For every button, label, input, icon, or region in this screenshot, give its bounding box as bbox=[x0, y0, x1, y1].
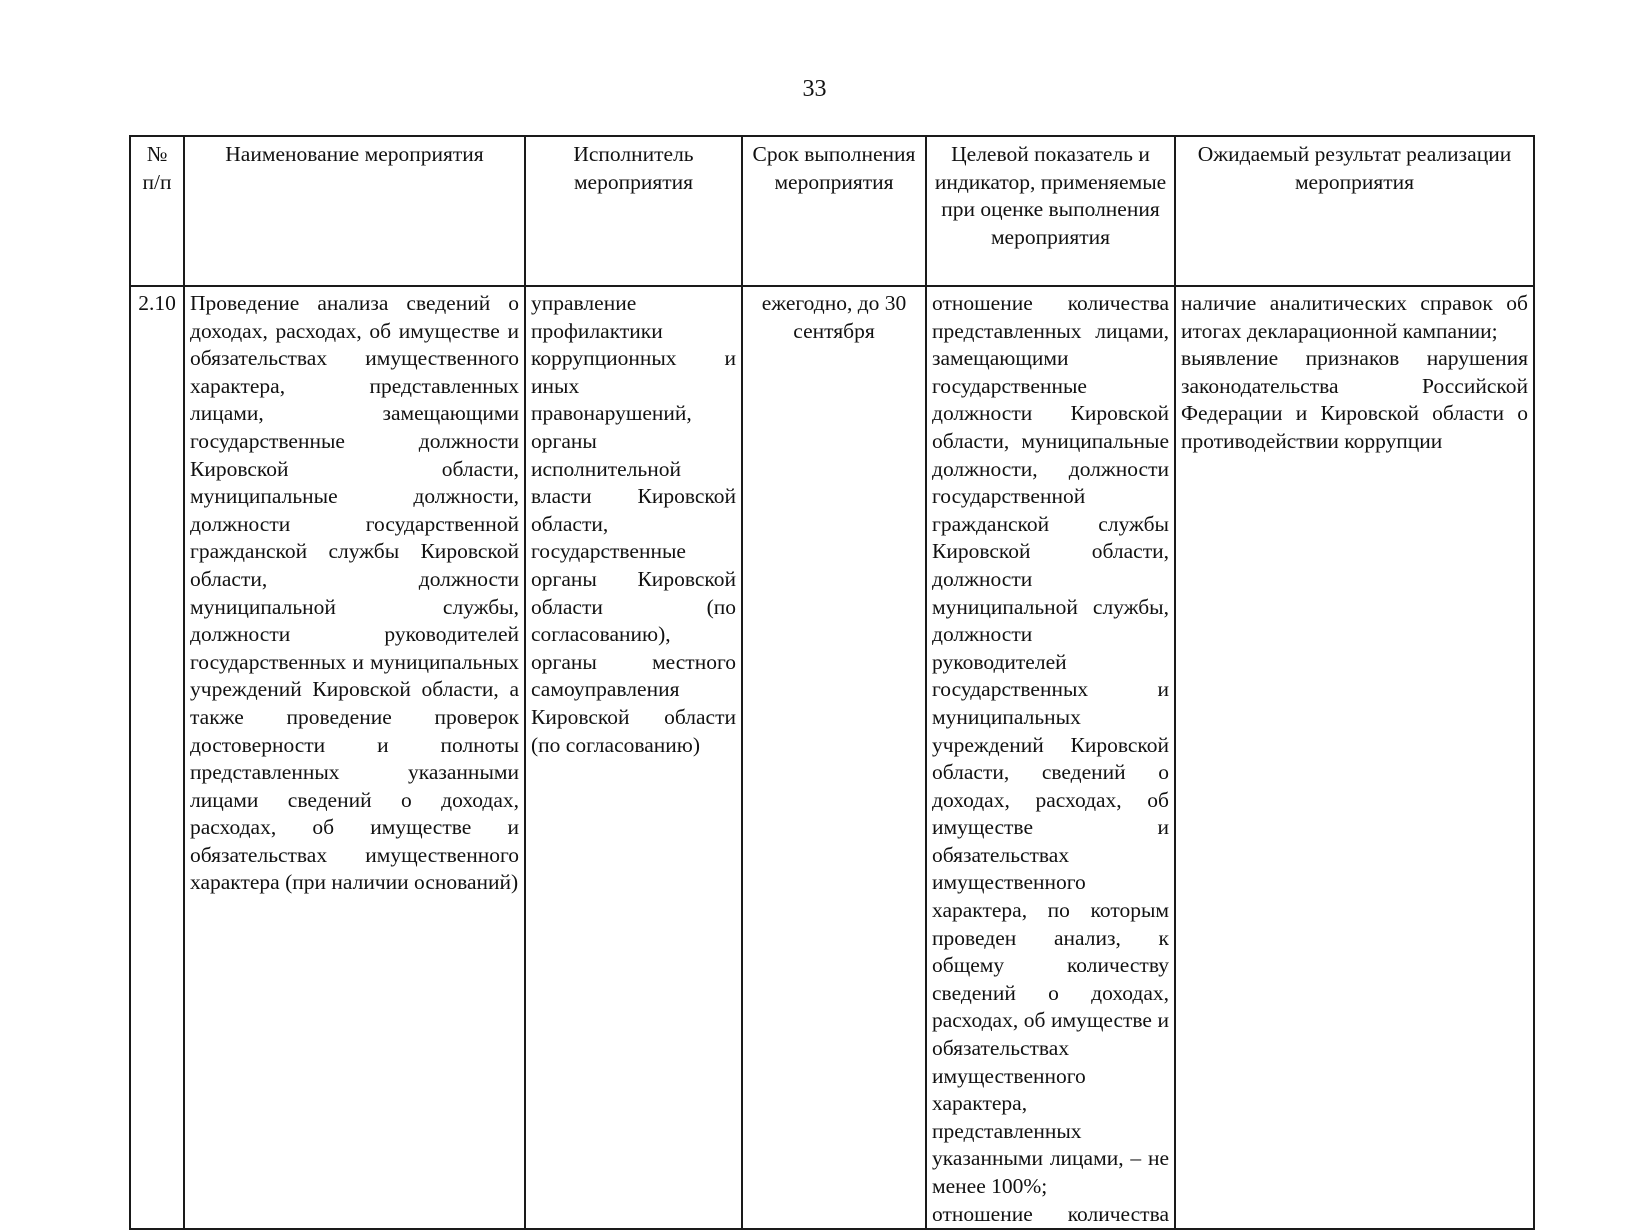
header-executor: Исполнитель мероприятия bbox=[525, 136, 742, 286]
header-indicator: Целевой показатель и индикатор, применяемые при оценке выполнения мероприятия bbox=[926, 136, 1175, 286]
table-row bbox=[130, 286, 1534, 1229]
row-number: 2.10 bbox=[130, 286, 184, 1229]
row-result-text-2: выявление признаков нарушения законодательства Российской Федерации и Кировской области о противодействии коррупции bbox=[1181, 346, 1528, 453]
header-result: Ожидаемый результат реализации мероприятия bbox=[1175, 136, 1534, 286]
row-indicator-text-1: отношение количества представленных лицами, замещающими государственные должности Кировской области, муниципальные должности, должности государственной гражданской службы Кировской области, должности муниципальной службы, должности руководителей государственных и муниципальных учреждений Кировской области, сведений о доходах, расходах, об имуществе и обязательствах имущественного характера, по которым проведен анализ, к общему количеству сведений о доходах, расходах, об имуществе и обязательствах имущественного характера, представленных указанными лицами, – не менее 100%; bbox=[932, 291, 1169, 1198]
row-executor-text: управление профилактики коррупционных и иных правонарушений, органы исполнительной власти Кировской области, государственные органы Кировской области (по согласованию), органы местного самоуправления Кировской области (по согласованию) bbox=[531, 291, 736, 757]
row-name-text: Проведение анализа сведений о доходах, расходах, об имуществе и обязательствах имущественного характера, представленных лицами, замещающими государственные должности Кировской области, муниципальные должности, должности государственной гражданской службы Кировской области, должности муниципальной службы, должности руководителей государственных и муниципальных учреждений Кировской области, а также проведение проверок достоверности и полноты представленных указанными лицами сведений о доходах, расходах, об имуществе и обязательствах имущественного характера (при наличии оснований) bbox=[190, 291, 519, 895]
row-deadline: ежегодно, до 30 сентября bbox=[742, 286, 926, 1229]
header-name: Наименование мероприятия bbox=[184, 136, 525, 286]
table-header-row bbox=[130, 136, 1534, 286]
header-number: № п/п bbox=[130, 136, 184, 286]
row-result bbox=[1175, 286, 1534, 1229]
row-name bbox=[184, 286, 525, 1229]
page-number: 33 bbox=[802, 76, 827, 102]
header-deadline: Срок выполнения мероприятия bbox=[742, 136, 926, 286]
row-executor bbox=[525, 286, 742, 1229]
row-indicator bbox=[926, 286, 1175, 1229]
row-indicator-text-2: отношение количества bbox=[932, 1201, 1169, 1226]
measures-table bbox=[129, 135, 1535, 1230]
row-result-text-1: наличие аналитических справок об итогах декларационной кампании; bbox=[1181, 291, 1528, 343]
